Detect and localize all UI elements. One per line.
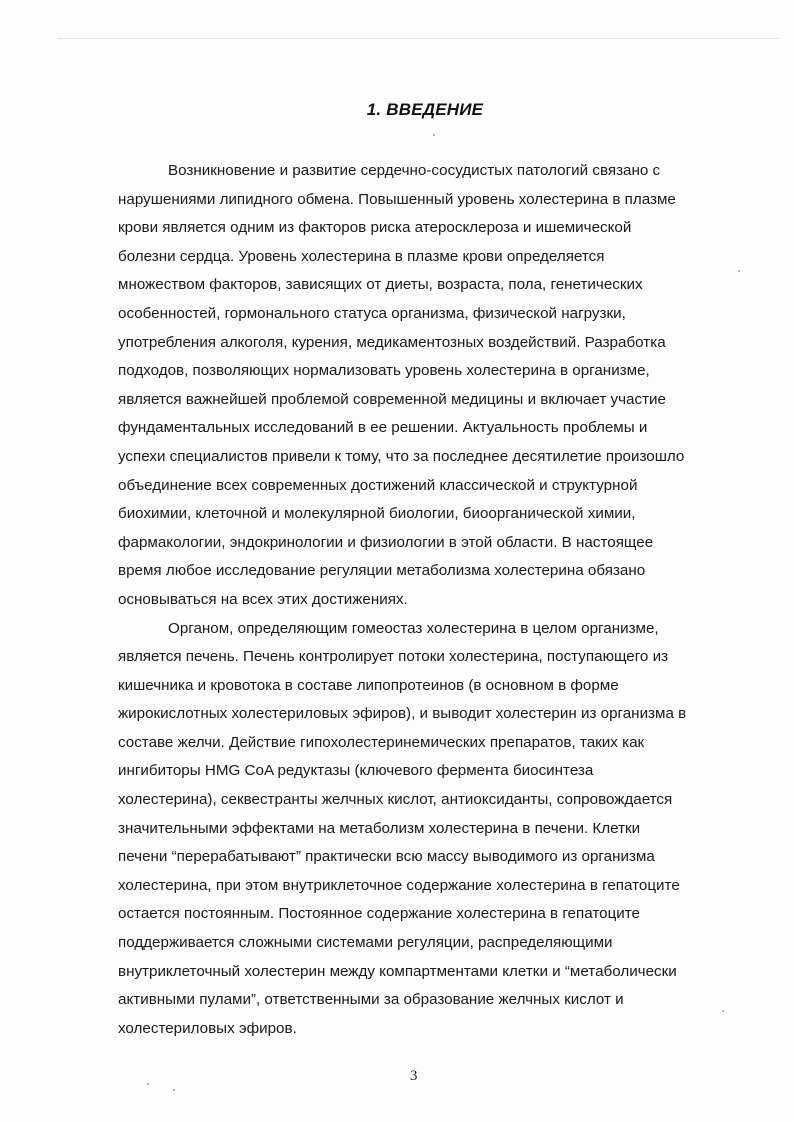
scan-speck <box>173 1089 175 1091</box>
paragraph-1 <box>118 157 726 615</box>
page-number: 3 <box>410 1068 418 1084</box>
text-line: успехи специалистов привели к тому, что за последнее десятилетие произошло <box>118 447 685 465</box>
text-line: время любое исследование регуляции метаболизма холестерина обязано <box>118 562 646 580</box>
text-line: подходов, позволяющих нормализовать уровень холестерина в организме, <box>118 362 650 380</box>
text-line: составе желчи. Действие гипохолестеринемических препаратов, таких как <box>118 733 645 751</box>
body-text <box>118 157 726 1043</box>
text-line: ингибиторы HMG CoA редуктазы (ключевого фермента биосинтеза <box>118 762 594 780</box>
text-line: остается постоянным. Постоянное содержание холестерина в гепатоците <box>118 905 640 923</box>
text-line-last: основываться на всех этих достижениях. <box>118 590 408 608</box>
text-line: является важнейшей проблемой современной медицины и включает участие <box>118 390 666 408</box>
text-line: кишечника и кровотока в составе липопротеинов (в основном в форме <box>118 676 619 694</box>
text-line: объединение всех современных достижений классической и структурной <box>118 476 638 494</box>
scan-speck <box>433 134 435 136</box>
text-line: болезни сердца. Уровень холестерина в плазме крови определяется <box>118 247 605 265</box>
text-line: активными пулами”, ответственными за образование желчных кислот и <box>118 991 624 1009</box>
text-line: биохимии, клеточной и молекулярной биологии, биоорганической химии, <box>118 505 636 523</box>
section-heading: 1. ВВЕДЕНИЕ <box>366 100 484 119</box>
text-line: является печень. Печень контролирует потоки холестерина, поступающего из <box>118 648 669 666</box>
paragraph-2 <box>118 615 726 1044</box>
scan-edge-line <box>58 38 779 39</box>
text-line: нарушениями липидного обмена. Повышенный уровень холестерина в плазме <box>118 190 676 208</box>
text-line: множеством факторов, зависящих от диеты, возраста, пола, генетических <box>118 276 643 294</box>
text-line: поддерживается сложными системами регуляции, распределяющими <box>118 934 613 952</box>
text-line: особенностей, гормонального статуса организма, физической нагрузки, <box>118 304 626 322</box>
text-line: крови является одним из факторов риска атеросклероза и ишемической <box>118 219 632 237</box>
text-line: значительными эффектами на метаболизм холестерина в печени. Клетки <box>118 819 641 837</box>
text-line: фармакологии, эндокринологии и физиологии в этой области. В настоящее <box>118 533 654 551</box>
text-line: Органом, определяющим гомеостаз холестерина в целом организме, <box>168 619 659 637</box>
text-line: внутриклеточный холестерин между компартментами клетки и “метаболически <box>118 962 677 980</box>
text-line: Возникновение и развитие сердечно-сосудистых патологий связано с <box>168 162 661 179</box>
text-line: печени “перерабатывают” практически всю массу выводимого из организма <box>118 848 655 866</box>
text-line: жирокислотных холестериловых эфиров), и выводит холестерин из организма в <box>118 705 687 723</box>
text-line: фундаментальных исследований в ее решении. Актуальность проблемы и <box>118 419 648 437</box>
scan-speck <box>738 270 740 272</box>
text-line: холестерина, при этом внутриклеточное содержание холестерина в гепатоците <box>118 876 680 894</box>
text-line-last: холестериловых эфиров. <box>118 1019 297 1037</box>
scan-speck <box>147 1083 149 1085</box>
text-line: холестерина), секвестранты желчных кислот, антиоксиданты, сопровождается <box>118 791 673 809</box>
text-line: употребления алкоголя, курения, медикаментозных воздействий. Разработка <box>118 333 666 351</box>
scan-speck <box>722 1010 724 1012</box>
